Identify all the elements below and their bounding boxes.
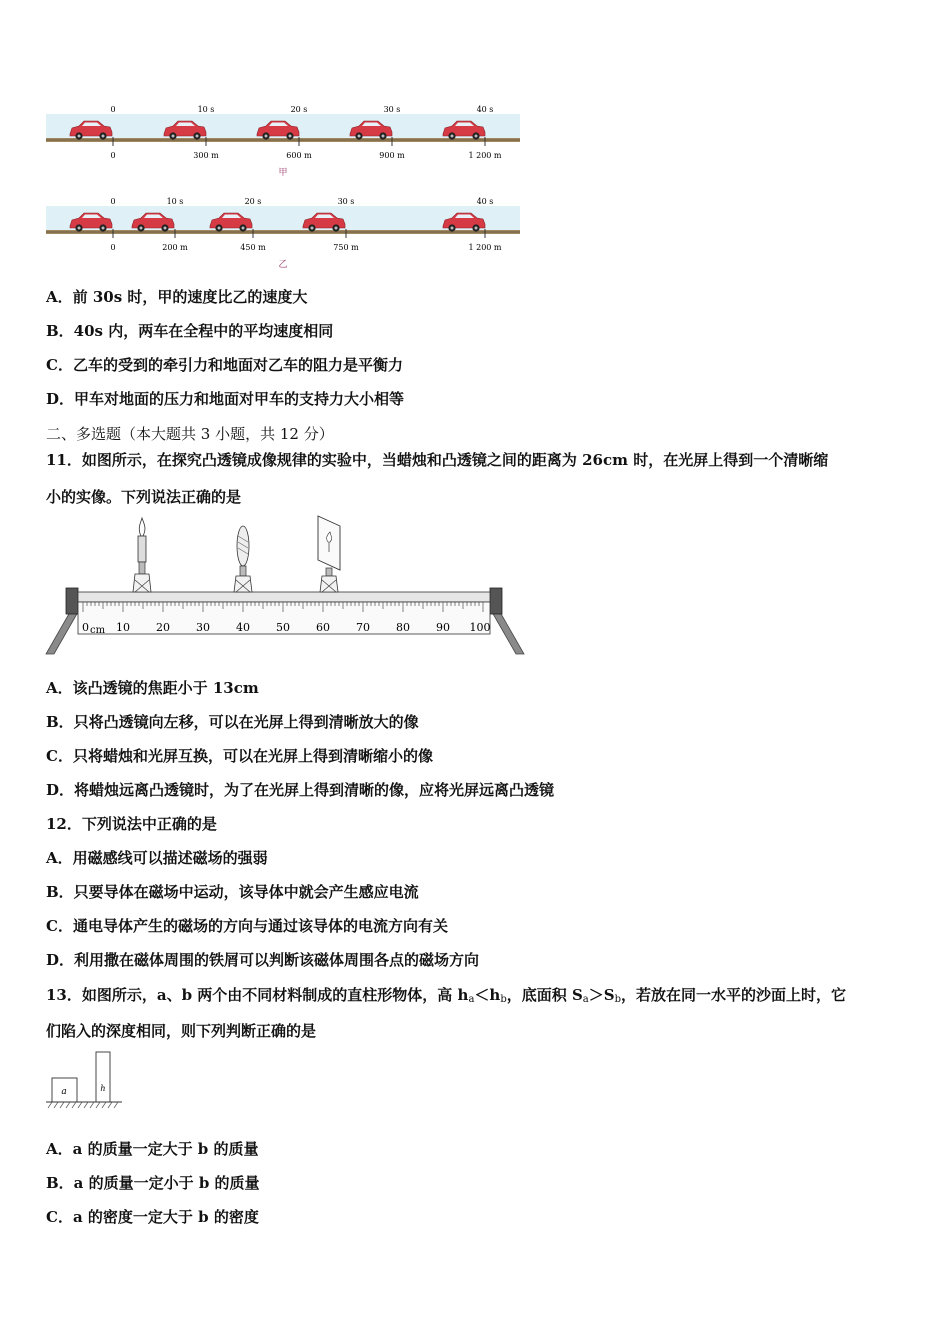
jia-dist-0: 0 (110, 151, 116, 160)
q13-figure (44, 1048, 126, 1110)
q12-option-a: A．用磁感线可以描述磁场的强弱 (46, 849, 268, 867)
yi-dist-200: 200 m (162, 243, 188, 252)
q11-option-c: C．只将蜡烛和光屏互换，可以在光屏上得到清晰缩小的像 (46, 747, 433, 765)
ruler-label-80: 80 (396, 621, 410, 634)
q11-option-d: D．将蜡烛远离凸透镜时，为了在光屏上得到清晰的像，应将光屏远离凸透镜 (46, 781, 555, 799)
yi-dist-0: 0 (110, 243, 116, 252)
q12-stem: 12．下列说法中正确的是 (46, 815, 217, 833)
jia-time-40: 40 s (476, 105, 494, 114)
jia-dist-600: 600 m (286, 151, 312, 160)
jia-dist-900: 900 m (379, 151, 405, 160)
jia-time-0: 0 (110, 105, 116, 114)
jia-dist-1200: 1 200 m (468, 151, 502, 160)
convex-lens (234, 526, 252, 592)
yi-time-30: 30 s (337, 197, 355, 206)
jia-time-30: 30 s (383, 105, 401, 114)
q12-option-c: C．通电导体产生的磁场的方向与通过该导体的电流方向有关 (46, 917, 448, 935)
yi-time-0: 0 (110, 197, 116, 206)
car-motion-figure (40, 100, 530, 270)
ruler-label-60: 60 (316, 621, 330, 634)
yi-dist-450: 450 m (240, 243, 266, 252)
q13-option-b: B．a 的质量一定小于 b 的质量 (46, 1174, 260, 1192)
ruler-label-10: 10 (116, 621, 130, 634)
q10-option-d: D．甲车对地面的压力和地面对甲车的支持力大小相等 (46, 390, 405, 408)
q13-label-a: a (61, 1087, 67, 1097)
q11-option-a: A．该凸透镜的焦距小于 13cm (46, 679, 259, 697)
ruler-label-40: 40 (236, 621, 250, 634)
yi-time-20: 20 s (244, 197, 262, 206)
ruler-label-50: 50 (276, 621, 290, 634)
jia-dist-300: 300 m (193, 151, 219, 160)
jia-time-10: 10 s (197, 105, 215, 114)
jia-time-20: 20 s (290, 105, 308, 114)
q12-option-b: B．只要导体在磁场中运动，该导体中就会产生感应电流 (46, 883, 419, 901)
yi-label: 乙 (278, 260, 288, 270)
optical-bench-figure (44, 512, 526, 660)
light-screen (318, 516, 340, 592)
yi-time-40: 40 s (476, 197, 494, 206)
q13-stem-line2: 们陷入的深度相同，则下列判断正确的是 (46, 1022, 317, 1040)
ruler-label-30: 30 (196, 621, 210, 634)
jia-label: 甲 (278, 168, 288, 178)
ruler-label-cm: cm (90, 625, 106, 636)
q11-stem-line1: 11．如图所示，在探究凸透镜成像规律的实验中，当蜡烛和凸透镜之间的距离为 26cm 时，在光屏上得到一个清晰缩 (46, 451, 829, 469)
yi-time-10: 10 s (166, 197, 184, 206)
jia-track (46, 105, 520, 178)
section-title: 二、多选题（本大题共 3 小题，共 12 分） (46, 425, 334, 443)
q11-option-b: B．只将凸透镜向左移，可以在光屏上得到清晰放大的像 (46, 713, 419, 731)
candle (133, 518, 151, 592)
ruler-label-20: 20 (156, 621, 170, 634)
q13-stem-line1: 13．如图所示，a、b 两个由不同材料制成的直柱形物体，高 $h_a<h_b$，底面积 $S_a>S_b$，若放在同一水平的沙面上时，它 (46, 986, 847, 1005)
q11-stem-line2: 小的实像。下列说法正确的是 (46, 488, 242, 506)
q10-option-c: C．乙车的受到的牵引力和地面对乙车的阻力是平衡力 (46, 356, 403, 374)
q13-option-a: A．a 的质量一定大于 b 的质量 (46, 1140, 259, 1158)
yi-track (46, 197, 520, 270)
ruler-label-90: 90 (436, 621, 450, 634)
q10-option-a: A．前 30s 时，甲的速度比乙的速度大 (46, 288, 308, 306)
q10-option-b: B．40s 内，两车在全程中的平均速度相同 (46, 322, 334, 340)
q12-option-d: D．利用撒在磁体周围的铁屑可以判断该磁体周围各点的磁场方向 (46, 951, 480, 969)
q13-label-h: h (100, 1084, 106, 1093)
ruler-label-70: 70 (356, 621, 370, 634)
yi-dist-750: 750 m (333, 243, 359, 252)
q13-option-c: C．a 的密度一定大于 b 的密度 (46, 1208, 259, 1226)
yi-dist-1200: 1 200 m (468, 243, 502, 252)
ruler-label-0: 0 (82, 621, 89, 634)
ruler-label-100: 100 (469, 621, 491, 634)
